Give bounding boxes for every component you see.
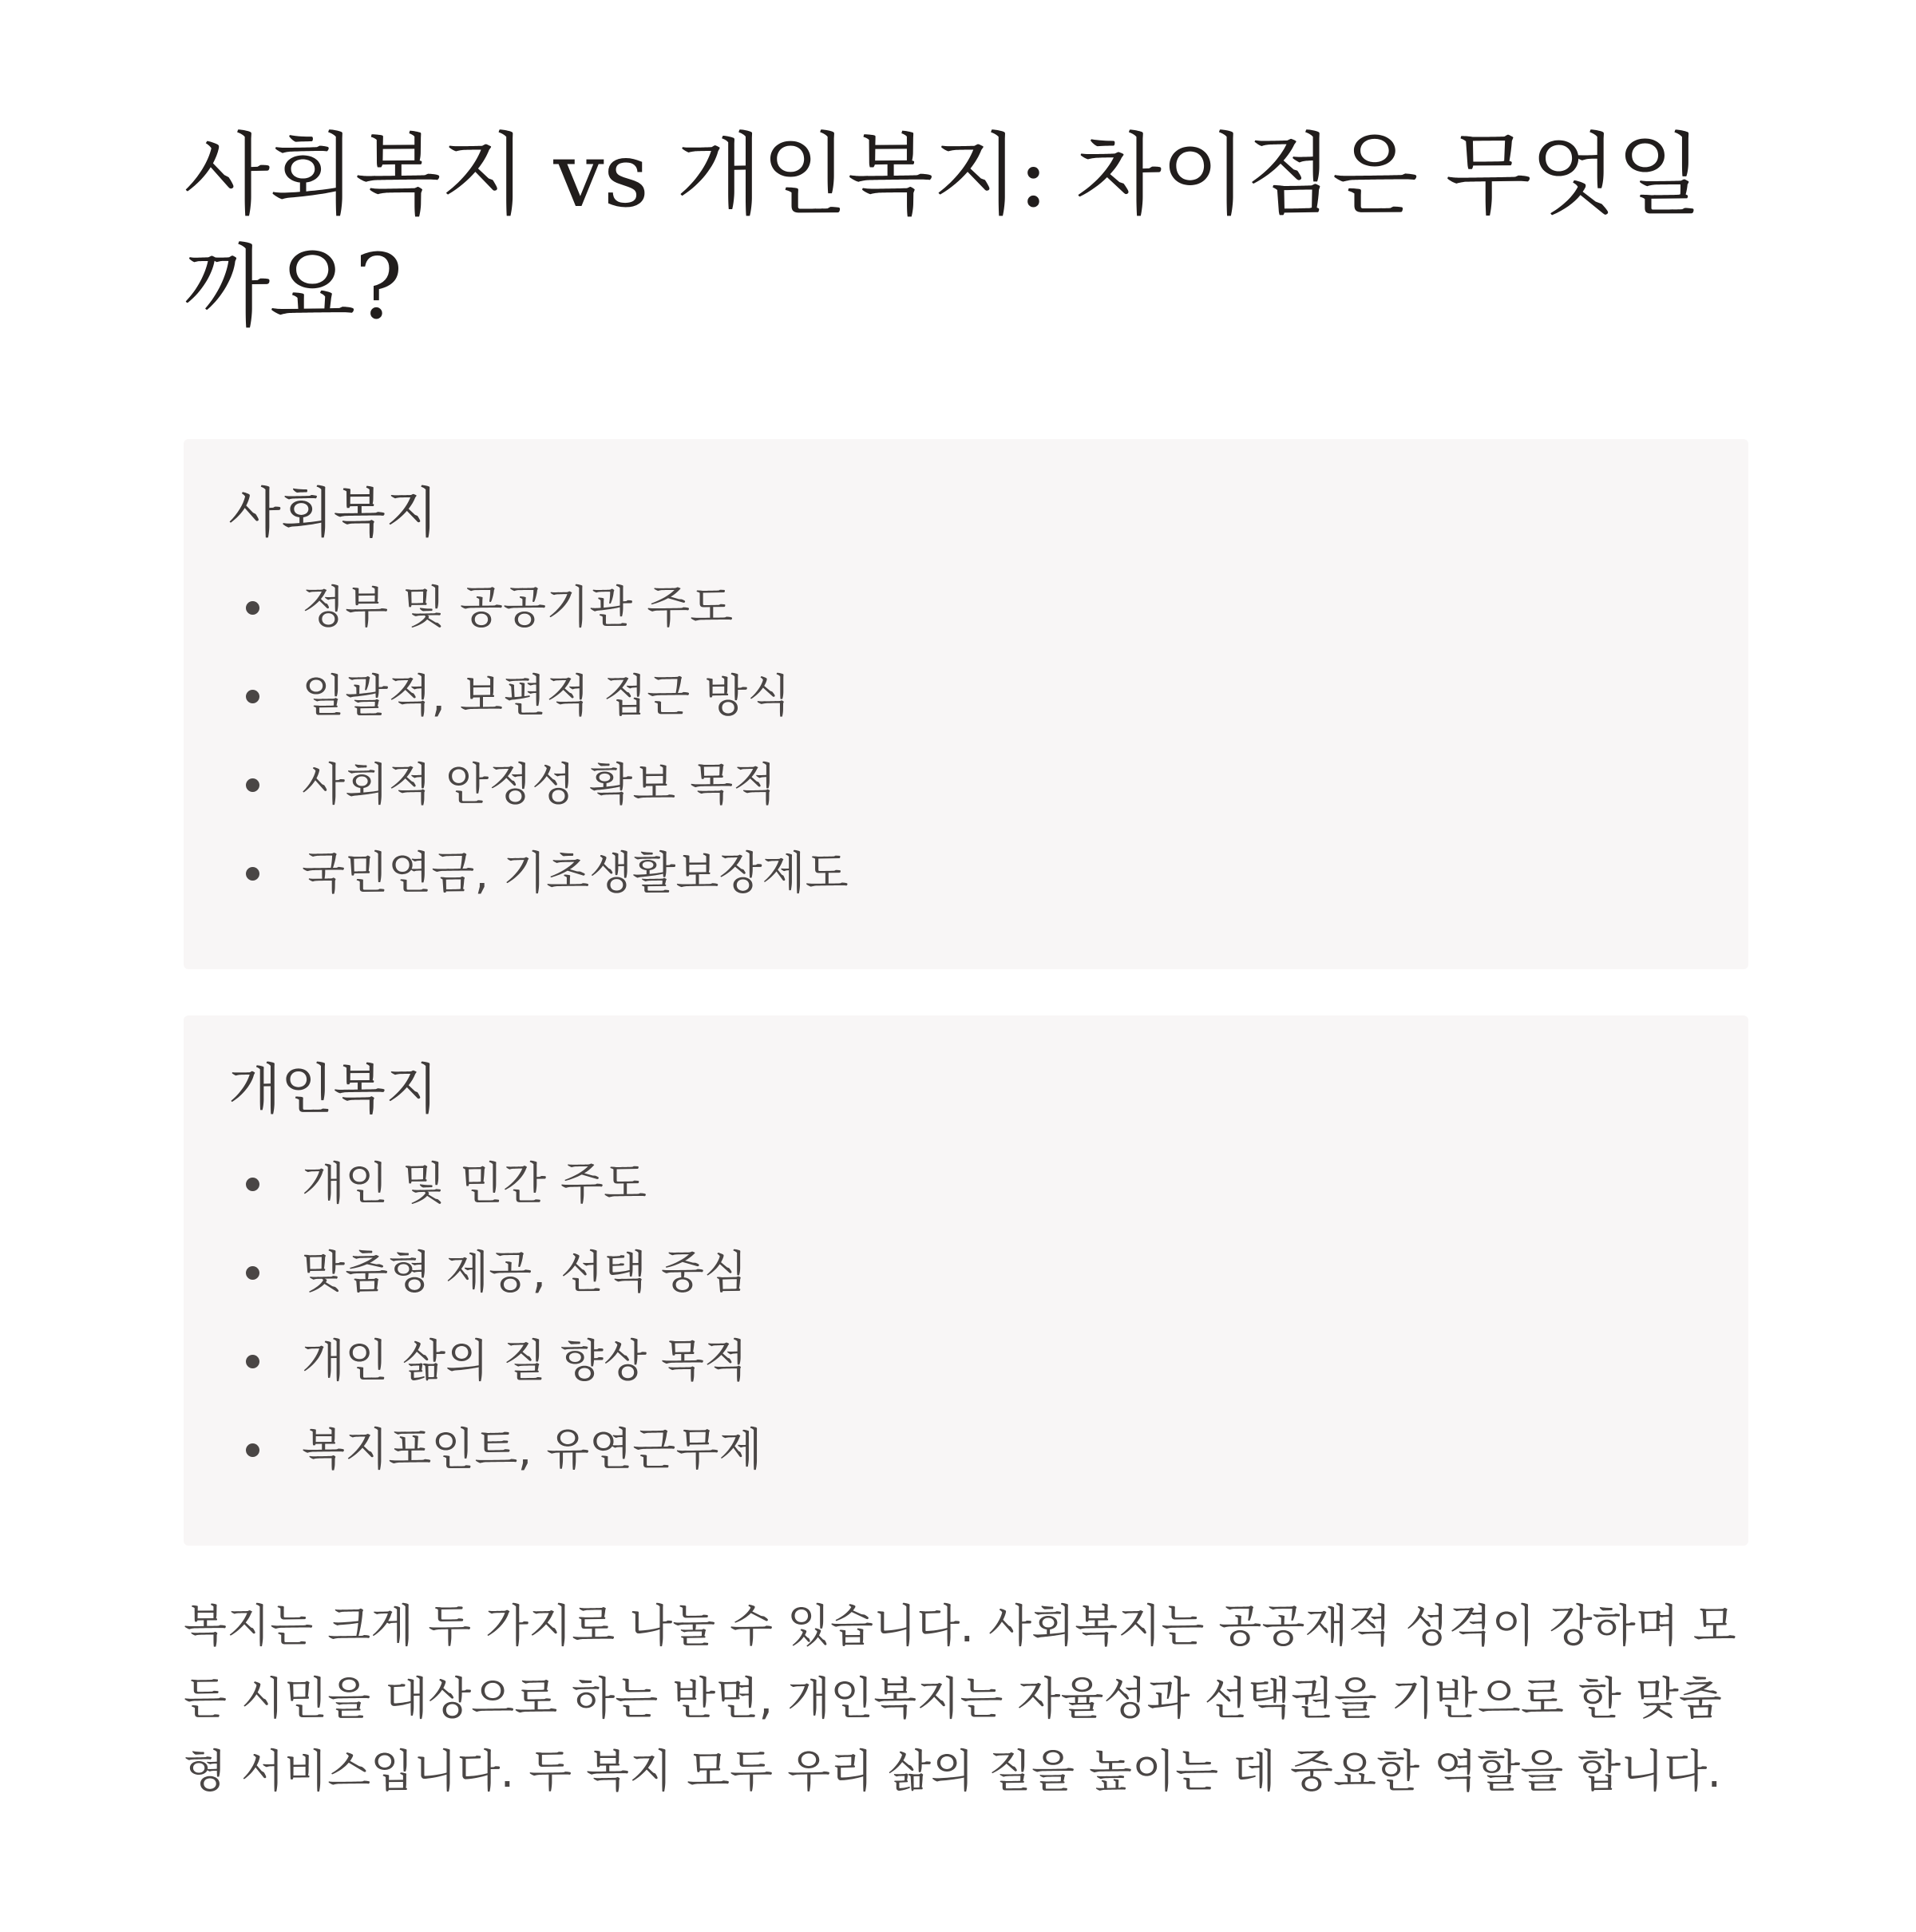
bullet-icon	[246, 1355, 259, 1368]
bullet-icon	[246, 601, 259, 615]
list-item-text: 국민연금, 기초생활보장제도	[302, 848, 849, 900]
summary-paragraph: 복지는 크게 두 가지로 나눌 수 있습니다. 사회복지는 공공재적 성격이 강하며 모든 시민을 대상으로 하는 반면, 개인복지는 자율성과 선택권을 기반으로 한 맞춤형 서비스입니다. 두 복지 모두 우리 삶의 질을 높이는 데 중요한 역할을 합니다.	[184, 1601, 1736, 1798]
list-item	[228, 1140, 1704, 1229]
social-welfare-heading: 사회복지	[228, 482, 438, 545]
bullet-icon	[246, 1266, 259, 1280]
bullet-icon	[246, 1178, 259, 1191]
list-item	[228, 1317, 1704, 1406]
personal-welfare-list	[228, 1140, 1704, 1495]
list-item	[228, 829, 1704, 918]
personal-welfare-heading: 개인복지	[228, 1059, 438, 1122]
list-item	[228, 652, 1704, 741]
bullet-icon	[246, 867, 259, 881]
bullet-icon	[246, 778, 259, 792]
personal-welfare-card	[184, 1015, 1748, 1546]
list-item	[228, 1229, 1704, 1317]
page-title: 사회복지 vs 개인복지: 차이점은 무엇일까요?	[184, 124, 1702, 339]
list-item-text: 정부 및 공공기관 주도	[302, 582, 734, 634]
list-item-text: 복지포인트, 유연근무제	[302, 1424, 762, 1476]
list-item-text: 개인 삶의 질 향상 목적	[302, 1336, 748, 1388]
list-item-text: 일괄적, 보편적 접근 방식	[302, 671, 791, 723]
social-welfare-list	[228, 564, 1704, 918]
list-item	[228, 741, 1704, 829]
list-item-text: 개인 및 민간 주도	[302, 1158, 647, 1210]
bullet-icon	[246, 1443, 259, 1457]
list-item-text: 사회적 안정성 확보 목적	[302, 759, 777, 811]
list-item	[228, 564, 1704, 652]
list-item-text: 맞춤형 제공, 선택 중심	[302, 1247, 748, 1299]
social-welfare-card	[184, 439, 1748, 969]
list-item	[228, 1406, 1704, 1495]
bullet-icon	[246, 690, 259, 703]
page-content	[184, 120, 1748, 1808]
